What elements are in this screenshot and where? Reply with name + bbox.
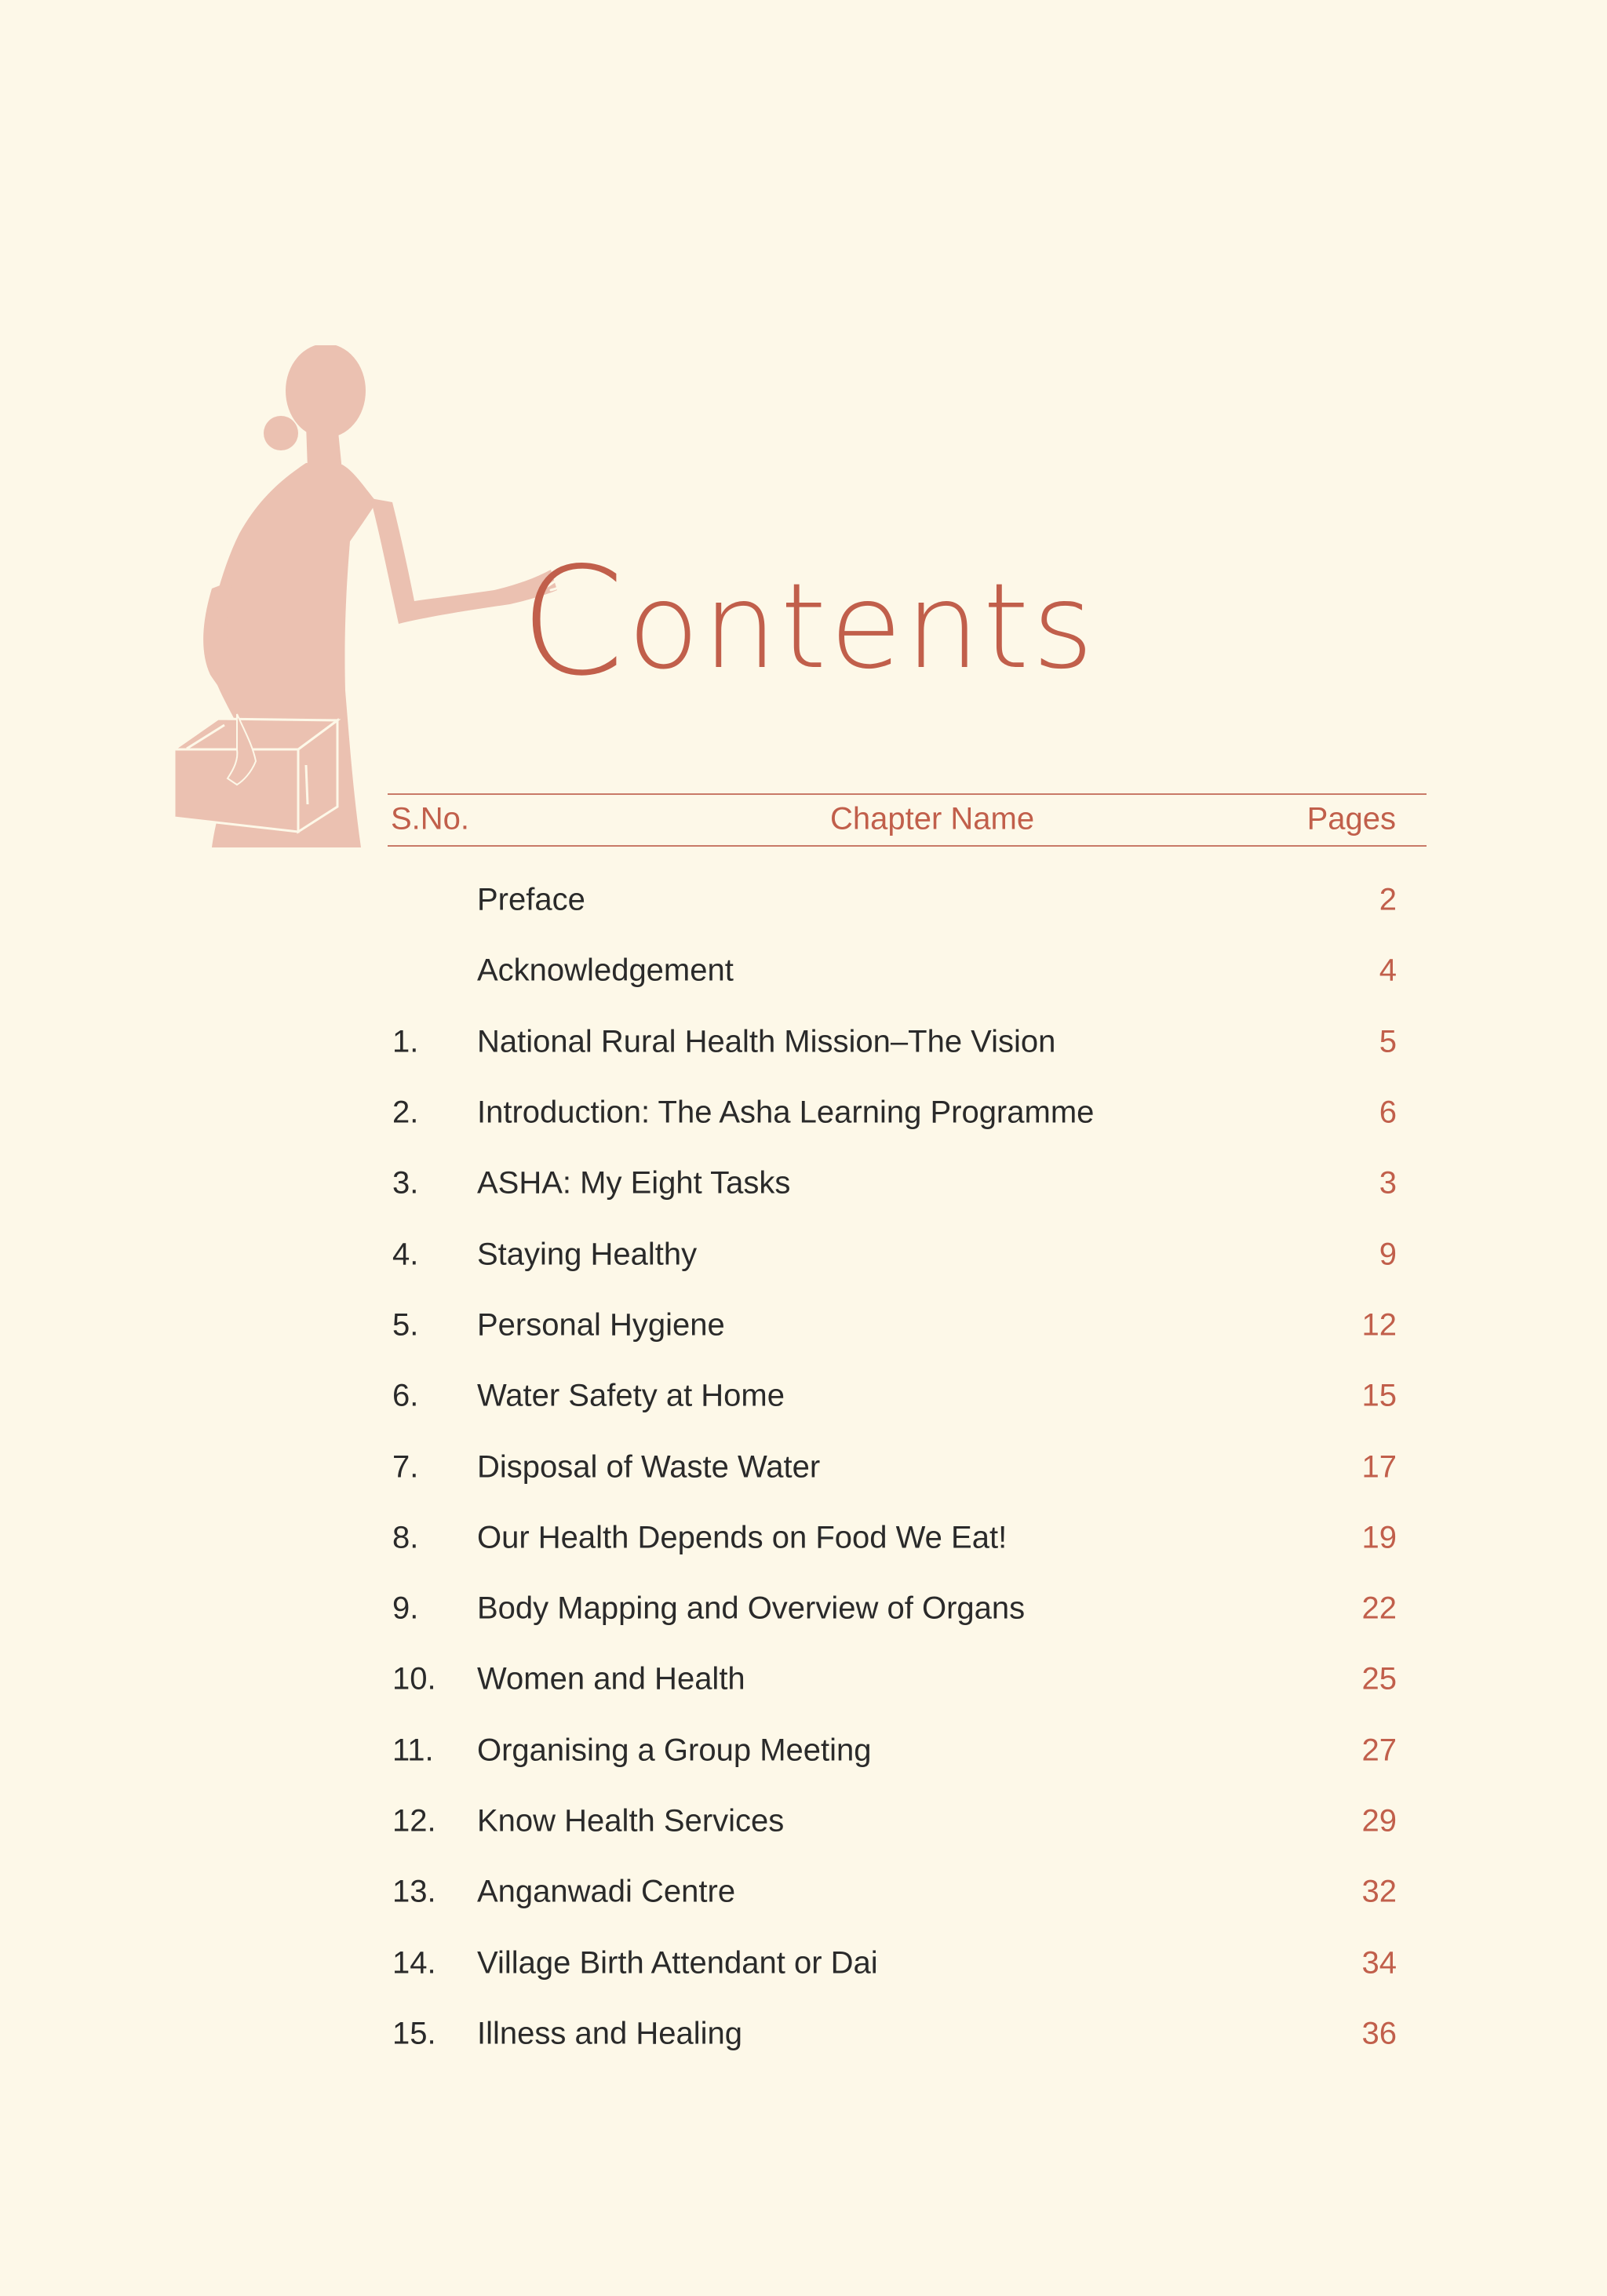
row-page-number: 25 bbox=[1361, 1661, 1397, 1696]
row-page-number: 3 bbox=[1379, 1165, 1397, 1201]
row-chapter-name: Women and Health bbox=[477, 1661, 745, 1696]
row-page-number: 17 bbox=[1361, 1449, 1397, 1485]
table-row bbox=[388, 1573, 1427, 1644]
row-chapter-name: Acknowledgement bbox=[477, 953, 734, 988]
header-bottom-rule bbox=[388, 845, 1427, 847]
row-number: 1. bbox=[392, 1024, 419, 1059]
row-chapter-name: Our Health Depends on Food We Eat! bbox=[477, 1520, 1008, 1555]
row-page-number: 12 bbox=[1361, 1307, 1397, 1343]
row-number: 7. bbox=[392, 1449, 419, 1485]
row-number: 5. bbox=[392, 1307, 419, 1343]
row-page-number: 19 bbox=[1361, 1520, 1397, 1555]
row-number: 14. bbox=[392, 1945, 436, 1981]
row-page-number: 6 bbox=[1379, 1095, 1397, 1130]
table-row bbox=[388, 1644, 1427, 1715]
row-number: 9. bbox=[392, 1591, 419, 1626]
table-row bbox=[388, 1077, 1427, 1148]
table-row bbox=[388, 1361, 1427, 1431]
row-page-number: 9 bbox=[1379, 1237, 1397, 1272]
row-chapter-name: National Rural Health Mission–The Vision bbox=[477, 1024, 1056, 1059]
row-number: 4. bbox=[392, 1237, 419, 1272]
row-number: 6. bbox=[392, 1378, 419, 1413]
row-number: 3. bbox=[392, 1165, 419, 1201]
row-page-number: 29 bbox=[1361, 1803, 1397, 1839]
row-chapter-name: ASHA: My Eight Tasks bbox=[477, 1165, 791, 1201]
row-page-number: 27 bbox=[1361, 1733, 1397, 1768]
row-page-number: 4 bbox=[1379, 953, 1397, 988]
row-page-number: 22 bbox=[1361, 1591, 1397, 1626]
row-chapter-name: Preface bbox=[477, 882, 585, 917]
table-row bbox=[388, 1503, 1427, 1573]
table-row bbox=[388, 1148, 1427, 1219]
header-sno: S.No. bbox=[391, 801, 470, 836]
row-page-number: 34 bbox=[1361, 1945, 1397, 1981]
header-pages: Pages bbox=[1306, 801, 1396, 836]
table-row bbox=[388, 1786, 1427, 1857]
table-row bbox=[388, 1431, 1427, 1502]
row-number: 15. bbox=[392, 2016, 436, 2051]
table-row bbox=[388, 1715, 1427, 1786]
table-row bbox=[388, 1857, 1427, 1927]
row-number: 12. bbox=[392, 1803, 436, 1839]
row-chapter-name: Disposal of Waste Water bbox=[477, 1449, 821, 1485]
table-row bbox=[388, 865, 1427, 935]
row-chapter-name: Staying Healthy bbox=[477, 1237, 698, 1272]
table-header bbox=[388, 794, 1427, 844]
contents-table bbox=[388, 865, 1427, 2069]
title-first-letter: C bbox=[520, 535, 628, 709]
table-row bbox=[388, 1007, 1427, 1077]
row-page-number: 32 bbox=[1361, 1874, 1397, 1909]
row-number: 13. bbox=[392, 1874, 436, 1909]
row-chapter-name: Body Mapping and Overview of Organs bbox=[477, 1591, 1026, 1626]
row-chapter-name: Illness and Healing bbox=[477, 2016, 742, 2051]
title-rest: ontents bbox=[627, 559, 1097, 695]
row-chapter-name: Village Birth Attendant or Dai bbox=[477, 1945, 878, 1981]
row-page-number: 36 bbox=[1361, 2016, 1397, 2051]
header-chapter-name: Chapter Name bbox=[830, 801, 1035, 836]
row-chapter-name: Know Health Services bbox=[477, 1803, 785, 1839]
row-chapter-name: Introduction: The Asha Learning Programme bbox=[477, 1095, 1095, 1130]
row-number: 8. bbox=[392, 1520, 419, 1555]
table-row bbox=[388, 1999, 1427, 2069]
row-page-number: 2 bbox=[1379, 882, 1397, 917]
row-number: 10. bbox=[392, 1661, 436, 1696]
table-row bbox=[388, 1219, 1427, 1289]
row-number: 11. bbox=[392, 1733, 434, 1768]
row-chapter-name: Anganwadi Centre bbox=[477, 1874, 736, 1909]
row-chapter-name: Personal Hygiene bbox=[477, 1307, 725, 1343]
table-row bbox=[388, 935, 1427, 1006]
page-title bbox=[520, 535, 1097, 709]
row-chapter-name: Organising a Group Meeting bbox=[477, 1733, 872, 1768]
row-number: 2. bbox=[392, 1095, 419, 1130]
row-page-number: 15 bbox=[1361, 1378, 1397, 1413]
row-chapter-name: Water Safety at Home bbox=[477, 1378, 785, 1413]
table-row bbox=[388, 1290, 1427, 1361]
row-page-number: 5 bbox=[1379, 1024, 1397, 1059]
table-row bbox=[388, 1927, 1427, 1998]
